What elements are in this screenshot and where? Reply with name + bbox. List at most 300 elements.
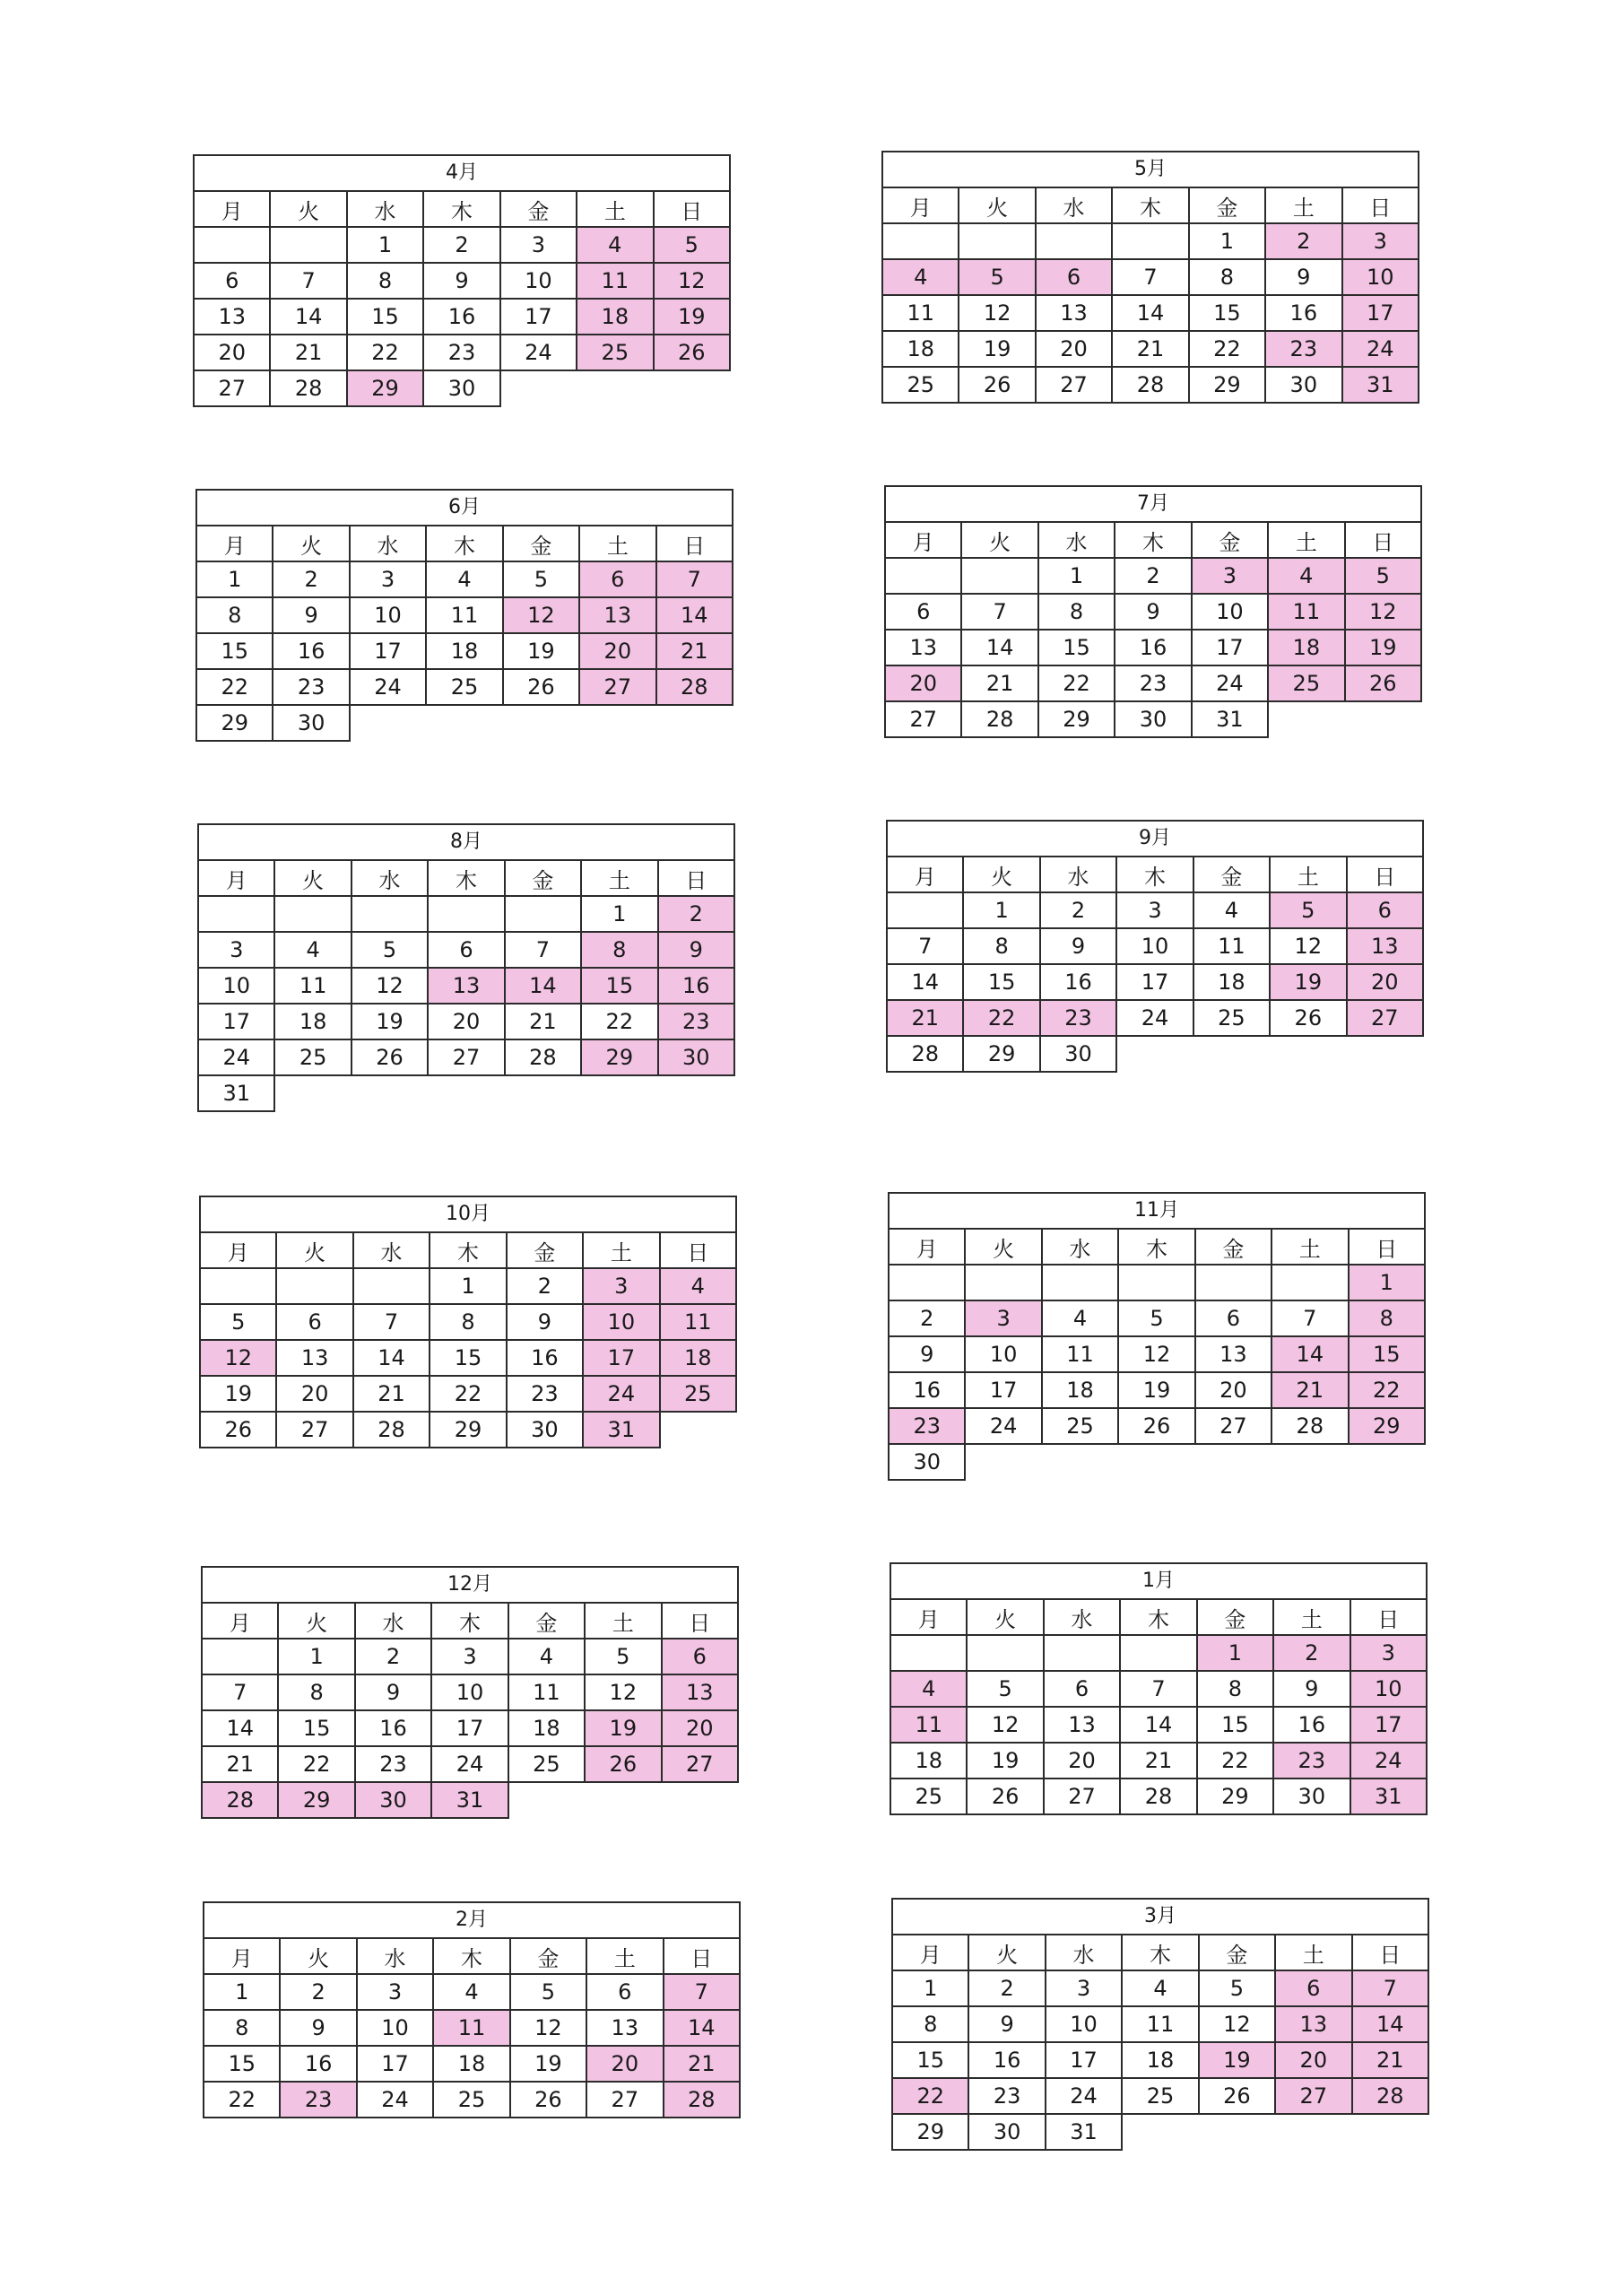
weekday-label: 金 <box>1195 1229 1271 1265</box>
day-cell: 15 <box>1189 295 1265 331</box>
weekday-label: 火 <box>274 860 351 896</box>
day-cell: 7 <box>887 928 963 964</box>
day-cell: 24 <box>431 1746 508 1782</box>
weekday-label: 木 <box>426 526 502 561</box>
month-title: 9月 <box>886 820 1424 856</box>
day-cell: 28 <box>353 1412 430 1448</box>
weekday-label: 日 <box>654 191 730 227</box>
week-row <box>194 227 730 263</box>
day-cell: 22 <box>1197 1743 1273 1779</box>
week-row <box>198 932 734 968</box>
day-cell: 21 <box>353 1376 430 1412</box>
weekday-label: 日 <box>664 1938 740 1974</box>
day-cell-highlighted: 23 <box>1265 331 1341 367</box>
day-cell: 12 <box>967 1707 1043 1743</box>
day-cell: 3 <box>431 1639 508 1674</box>
weekday-label: 日 <box>1342 187 1419 223</box>
weekday-label: 月 <box>200 1232 276 1268</box>
week-row <box>885 630 1421 665</box>
weekday-label: 日 <box>1349 1229 1425 1265</box>
day-cell: 17 <box>1116 964 1193 1000</box>
month-days <box>194 227 730 406</box>
day-cell: 28 <box>505 1039 581 1075</box>
day-cell: 27 <box>276 1412 352 1448</box>
day-cell: 2 <box>273 561 349 597</box>
week-row <box>198 968 734 1004</box>
day-cell: 15 <box>963 964 1039 1000</box>
day-cell-highlighted: 29 <box>278 1782 354 1818</box>
day-cell-highlighted: 17 <box>583 1340 659 1376</box>
day-cell-empty <box>1345 701 1421 737</box>
day-cell: 7 <box>1112 259 1188 295</box>
day-cell: 14 <box>353 1340 430 1376</box>
day-cell-empty <box>577 370 653 406</box>
month-days <box>892 1970 1428 2150</box>
day-cell-highlighted: 23 <box>658 1004 734 1039</box>
week-row <box>890 1635 1427 1671</box>
weekday-row <box>202 1603 738 1639</box>
day-cell: 18 <box>890 1743 967 1779</box>
day-cell-highlighted: 19 <box>585 1710 661 1746</box>
day-cell-highlighted: 12 <box>200 1340 276 1376</box>
day-cell-highlighted: 31 <box>1342 367 1419 403</box>
day-cell: 17 <box>1192 630 1268 665</box>
day-cell: 26 <box>967 1779 1043 1814</box>
weekday-header <box>885 522 1421 558</box>
day-cell: 6 <box>1195 1300 1271 1336</box>
day-cell: 30 <box>1040 1036 1116 1072</box>
day-cell: 5 <box>352 932 428 968</box>
weekday-label: 月 <box>890 1599 967 1635</box>
week-row <box>889 1372 1425 1408</box>
day-cell-highlighted: 10 <box>1342 259 1419 295</box>
month-calendar <box>201 1566 739 1819</box>
day-cell: 2 <box>507 1268 583 1304</box>
day-cell: 24 <box>1116 1000 1193 1036</box>
weekday-label: 水 <box>355 1603 431 1639</box>
day-cell: 14 <box>961 630 1037 665</box>
day-cell-highlighted: 27 <box>1347 1000 1423 1036</box>
week-row <box>196 561 733 597</box>
weekday-label: 水 <box>353 1232 430 1268</box>
weekday-label: 火 <box>968 1935 1045 1970</box>
day-cell: 22 <box>204 2082 280 2118</box>
day-cell: 30 <box>423 370 499 406</box>
day-cell: 13 <box>1044 1707 1120 1743</box>
day-cell-highlighted: 28 <box>202 1782 278 1818</box>
day-cell: 9 <box>507 1304 583 1340</box>
month-calendar <box>890 1562 1428 1815</box>
day-cell: 11 <box>882 295 959 331</box>
weekday-label: 火 <box>961 522 1037 558</box>
day-cell: 4 <box>426 561 502 597</box>
day-cell: 24 <box>198 1039 274 1075</box>
weekday-label: 木 <box>433 1938 509 1974</box>
day-cell-highlighted: 23 <box>889 1408 965 1444</box>
day-cell: 26 <box>200 1412 276 1448</box>
week-row <box>202 1782 738 1818</box>
week-row <box>889 1444 1425 1480</box>
month-calendar <box>193 154 731 407</box>
week-row <box>889 1336 1425 1372</box>
day-cell: 18 <box>433 2046 509 2082</box>
day-cell-empty <box>274 1075 351 1111</box>
week-row <box>204 1974 740 2010</box>
weekday-header <box>194 191 730 227</box>
day-cell: 19 <box>352 1004 428 1039</box>
day-cell: 29 <box>1197 1779 1273 1814</box>
week-row <box>194 335 730 370</box>
day-cell: 11 <box>1122 2006 1198 2042</box>
weekday-label: 日 <box>1347 857 1423 892</box>
day-cell-empty <box>350 705 426 741</box>
day-cell-empty <box>585 1782 661 1818</box>
day-cell-highlighted: 22 <box>892 2078 968 2114</box>
day-cell: 8 <box>196 597 273 633</box>
weekday-label: 日 <box>658 860 734 896</box>
day-cell: 10 <box>1046 2006 1122 2042</box>
day-cell-empty <box>1116 1036 1193 1072</box>
day-cell-highlighted: 21 <box>1352 2042 1428 2078</box>
week-row <box>882 295 1419 331</box>
day-cell <box>505 896 581 932</box>
day-cell: 7 <box>202 1674 278 1710</box>
day-cell-empty <box>1118 1444 1194 1480</box>
day-cell-highlighted: 30 <box>355 1782 431 1818</box>
day-cell-highlighted: 12 <box>503 597 579 633</box>
day-cell: 4 <box>274 932 351 968</box>
day-cell: 16 <box>1273 1707 1350 1743</box>
week-row <box>889 1265 1425 1300</box>
week-row <box>200 1412 736 1448</box>
weekday-label: 日 <box>660 1232 736 1268</box>
day-cell: 16 <box>273 633 349 669</box>
day-cell: 2 <box>1040 892 1116 928</box>
day-cell: 15 <box>196 633 273 669</box>
weekday-row <box>892 1935 1428 1970</box>
weekday-header <box>892 1935 1428 1970</box>
day-cell-highlighted: 4 <box>660 1268 736 1304</box>
day-cell-empty <box>1268 701 1344 737</box>
weekday-label: 火 <box>273 526 349 561</box>
month-days <box>889 1265 1425 1480</box>
day-cell: 16 <box>968 2042 1045 2078</box>
day-cell <box>882 223 959 259</box>
weekday-label: 月 <box>892 1935 968 1970</box>
day-cell-empty <box>1042 1444 1118 1480</box>
weekday-row <box>204 1938 740 1974</box>
week-row <box>194 370 730 406</box>
weekday-label: 水 <box>1040 857 1116 892</box>
day-cell-highlighted: 18 <box>660 1340 736 1376</box>
day-cell-empty <box>352 1075 428 1111</box>
day-cell: 4 <box>1122 1970 1198 2006</box>
day-cell: 16 <box>423 299 499 335</box>
day-cell: 3 <box>357 1974 433 2010</box>
day-cell: 23 <box>423 335 499 370</box>
day-cell-highlighted: 21 <box>887 1000 963 1036</box>
week-row <box>885 665 1421 701</box>
month-title: 8月 <box>197 823 735 859</box>
day-cell: 25 <box>433 2082 509 2118</box>
day-cell-highlighted: 13 <box>1275 2006 1351 2042</box>
day-cell: 29 <box>1038 701 1115 737</box>
week-row <box>200 1376 736 1412</box>
week-row <box>885 701 1421 737</box>
day-cell: 26 <box>1118 1408 1194 1444</box>
day-cell-empty <box>658 1075 734 1111</box>
day-cell <box>1118 1265 1194 1300</box>
day-cell-highlighted: 20 <box>662 1710 738 1746</box>
month-days <box>887 892 1423 1072</box>
day-cell-highlighted: 18 <box>577 299 653 335</box>
day-cell: 3 <box>198 932 274 968</box>
day-cell-highlighted: 1 <box>1197 1635 1273 1671</box>
weekday-label: 金 <box>503 526 579 561</box>
day-cell-highlighted: 22 <box>963 1000 1039 1036</box>
day-cell: 27 <box>1036 367 1112 403</box>
day-cell: 5 <box>967 1671 1043 1707</box>
month-days <box>890 1635 1427 1814</box>
day-cell: 2 <box>889 1300 965 1336</box>
day-cell-highlighted: 28 <box>664 2082 740 2118</box>
day-cell: 21 <box>961 665 1037 701</box>
day-cell: 26 <box>959 367 1035 403</box>
month-days <box>200 1268 736 1448</box>
weekday-row <box>890 1599 1427 1635</box>
day-cell-highlighted: 19 <box>654 299 730 335</box>
day-cell <box>270 227 346 263</box>
day-cell: 18 <box>882 331 959 367</box>
day-cell <box>274 896 351 932</box>
day-cell-highlighted: 26 <box>585 1746 661 1782</box>
weekday-label: 土 <box>586 1938 663 1974</box>
day-cell: 16 <box>280 2046 356 2082</box>
month-days <box>198 896 734 1111</box>
day-cell-empty <box>1352 2114 1428 2150</box>
weekday-label: 土 <box>1265 187 1341 223</box>
day-cell: 8 <box>963 928 1039 964</box>
day-cell: 20 <box>1044 1743 1120 1779</box>
day-cell: 10 <box>1116 928 1193 964</box>
day-cell: 13 <box>1195 1336 1271 1372</box>
day-cell-highlighted: 21 <box>664 2046 740 2082</box>
week-row <box>194 299 730 335</box>
week-row <box>202 1639 738 1674</box>
week-row <box>882 223 1419 259</box>
day-cell-highlighted: 15 <box>1349 1336 1425 1372</box>
day-cell-highlighted: 2 <box>1273 1635 1350 1671</box>
day-cell: 30 <box>1115 701 1191 737</box>
day-cell-highlighted: 3 <box>583 1268 659 1304</box>
weekday-label: 火 <box>276 1232 352 1268</box>
month-title: 1月 <box>890 1562 1428 1598</box>
weekday-label: 月 <box>202 1603 278 1639</box>
day-cell: 5 <box>510 1974 586 2010</box>
day-cell: 2 <box>968 1970 1045 2006</box>
day-cell-highlighted: 22 <box>1349 1372 1425 1408</box>
weekday-label: 木 <box>428 860 504 896</box>
day-cell: 20 <box>1036 331 1112 367</box>
week-row <box>198 1004 734 1039</box>
day-cell-empty <box>1195 1444 1271 1480</box>
day-cell-highlighted: 25 <box>1268 665 1344 701</box>
day-cell-highlighted: 4 <box>890 1671 967 1707</box>
weekday-label: 月 <box>194 191 270 227</box>
month-calendar <box>884 485 1422 738</box>
day-cell: 25 <box>1042 1408 1118 1444</box>
day-cell: 10 <box>965 1336 1041 1372</box>
day-cell: 15 <box>1197 1707 1273 1743</box>
day-cell: 2 <box>423 227 499 263</box>
day-cell: 7 <box>353 1304 430 1340</box>
day-cell-highlighted: 31 <box>583 1412 659 1448</box>
day-cell: 20 <box>1195 1372 1271 1408</box>
day-cell: 18 <box>274 1004 351 1039</box>
day-cell: 19 <box>503 633 579 669</box>
day-cell <box>1120 1635 1196 1671</box>
day-cell <box>352 896 428 932</box>
day-cell: 12 <box>959 295 1035 331</box>
day-cell: 2 <box>280 1974 356 2010</box>
day-cell: 13 <box>276 1340 352 1376</box>
week-row <box>196 705 733 741</box>
day-cell: 21 <box>505 1004 581 1039</box>
day-cell: 22 <box>278 1746 354 1782</box>
day-cell: 5 <box>1118 1300 1194 1336</box>
month-days <box>882 223 1419 403</box>
weekday-label: 月 <box>204 1938 280 1974</box>
week-row <box>202 1746 738 1782</box>
day-cell-highlighted: 6 <box>1347 892 1423 928</box>
day-cell-highlighted: 28 <box>656 669 733 705</box>
day-cell: 23 <box>968 2078 1045 2114</box>
day-cell-highlighted: 7 <box>1352 1970 1428 2006</box>
day-cell-highlighted: 21 <box>656 633 733 669</box>
day-cell: 8 <box>204 2010 280 2046</box>
day-cell <box>890 1635 967 1671</box>
weekday-label: 土 <box>579 526 655 561</box>
day-cell-empty <box>660 1412 736 1448</box>
day-cell: 19 <box>200 1376 276 1412</box>
day-cell: 8 <box>892 2006 968 2042</box>
day-cell: 23 <box>507 1376 583 1412</box>
day-cell: 9 <box>423 263 499 299</box>
week-row <box>200 1304 736 1340</box>
week-row <box>892 2042 1428 2078</box>
weekday-label: 火 <box>278 1603 354 1639</box>
day-cell: 9 <box>968 2006 1045 2042</box>
weekday-header <box>202 1603 738 1639</box>
day-cell: 16 <box>889 1372 965 1408</box>
day-cell: 28 <box>961 701 1037 737</box>
day-cell: 23 <box>273 669 349 705</box>
day-cell-empty <box>965 1444 1041 1480</box>
day-cell-highlighted: 3 <box>965 1300 1041 1336</box>
weekday-label: 日 <box>656 526 733 561</box>
day-cell-empty <box>503 705 579 741</box>
day-cell: 16 <box>1115 630 1191 665</box>
day-cell: 15 <box>430 1340 506 1376</box>
day-cell: 29 <box>892 2114 968 2150</box>
day-cell: 10 <box>350 597 426 633</box>
day-cell: 17 <box>431 1710 508 1746</box>
day-cell: 7 <box>270 263 346 299</box>
day-cell <box>1044 1635 1120 1671</box>
week-row <box>196 633 733 669</box>
day-cell: 28 <box>270 370 346 406</box>
day-cell: 18 <box>1042 1372 1118 1408</box>
day-cell: 14 <box>270 299 346 335</box>
day-cell <box>961 558 1037 594</box>
day-cell: 12 <box>1118 1336 1194 1372</box>
day-cell-highlighted: 2 <box>1265 223 1341 259</box>
day-cell-highlighted: 8 <box>1349 1300 1425 1336</box>
weekday-label: 土 <box>581 860 657 896</box>
day-cell-highlighted: 8 <box>581 932 657 968</box>
day-cell-highlighted: 10 <box>583 1304 659 1340</box>
week-row <box>196 597 733 633</box>
day-cell: 10 <box>431 1674 508 1710</box>
day-cell <box>887 892 963 928</box>
day-cell-highlighted: 5 <box>1345 558 1421 594</box>
week-row <box>892 2078 1428 2114</box>
day-cell: 22 <box>1038 665 1115 701</box>
week-row <box>890 1779 1427 1814</box>
weekday-label: 木 <box>431 1603 508 1639</box>
day-cell-empty <box>428 1075 504 1111</box>
day-cell: 9 <box>280 2010 356 2046</box>
day-cell: 9 <box>1040 928 1116 964</box>
day-cell: 8 <box>1189 259 1265 295</box>
weekday-label: 月 <box>198 860 274 896</box>
day-cell-highlighted: 29 <box>347 370 423 406</box>
day-cell-empty <box>1347 1036 1423 1072</box>
day-cell-highlighted: 2 <box>658 896 734 932</box>
weekday-label: 金 <box>1192 522 1268 558</box>
day-cell-highlighted: 7 <box>664 1974 740 2010</box>
week-row <box>204 2082 740 2118</box>
day-cell: 18 <box>1193 964 1270 1000</box>
month-days <box>204 1974 740 2118</box>
day-cell-highlighted: 13 <box>1347 928 1423 964</box>
week-row <box>892 2006 1428 2042</box>
day-cell-highlighted: 31 <box>1350 1779 1427 1814</box>
weekday-row <box>887 857 1423 892</box>
day-cell: 7 <box>1120 1671 1196 1707</box>
day-cell-highlighted: 31 <box>431 1782 508 1818</box>
day-cell: 17 <box>965 1372 1041 1408</box>
weekday-label: 火 <box>967 1599 1043 1635</box>
day-cell: 24 <box>1046 2078 1122 2114</box>
day-cell: 11 <box>1193 928 1270 964</box>
weekday-label: 土 <box>583 1232 659 1268</box>
weekday-label: 土 <box>1275 1935 1351 1970</box>
day-cell: 30 <box>273 705 349 741</box>
weekday-label: 木 <box>1112 187 1188 223</box>
day-cell: 21 <box>1120 1743 1196 1779</box>
week-row <box>887 1000 1423 1036</box>
weekday-label: 水 <box>1044 1599 1120 1635</box>
weekday-label: 木 <box>423 191 499 227</box>
day-cell-highlighted: 24 <box>1342 331 1419 367</box>
day-cell: 9 <box>889 1336 965 1372</box>
day-cell: 21 <box>202 1746 278 1782</box>
day-cell-highlighted: 3 <box>1342 223 1419 259</box>
month-title: 4月 <box>193 154 731 190</box>
day-cell: 4 <box>508 1639 585 1674</box>
week-row <box>889 1300 1425 1336</box>
